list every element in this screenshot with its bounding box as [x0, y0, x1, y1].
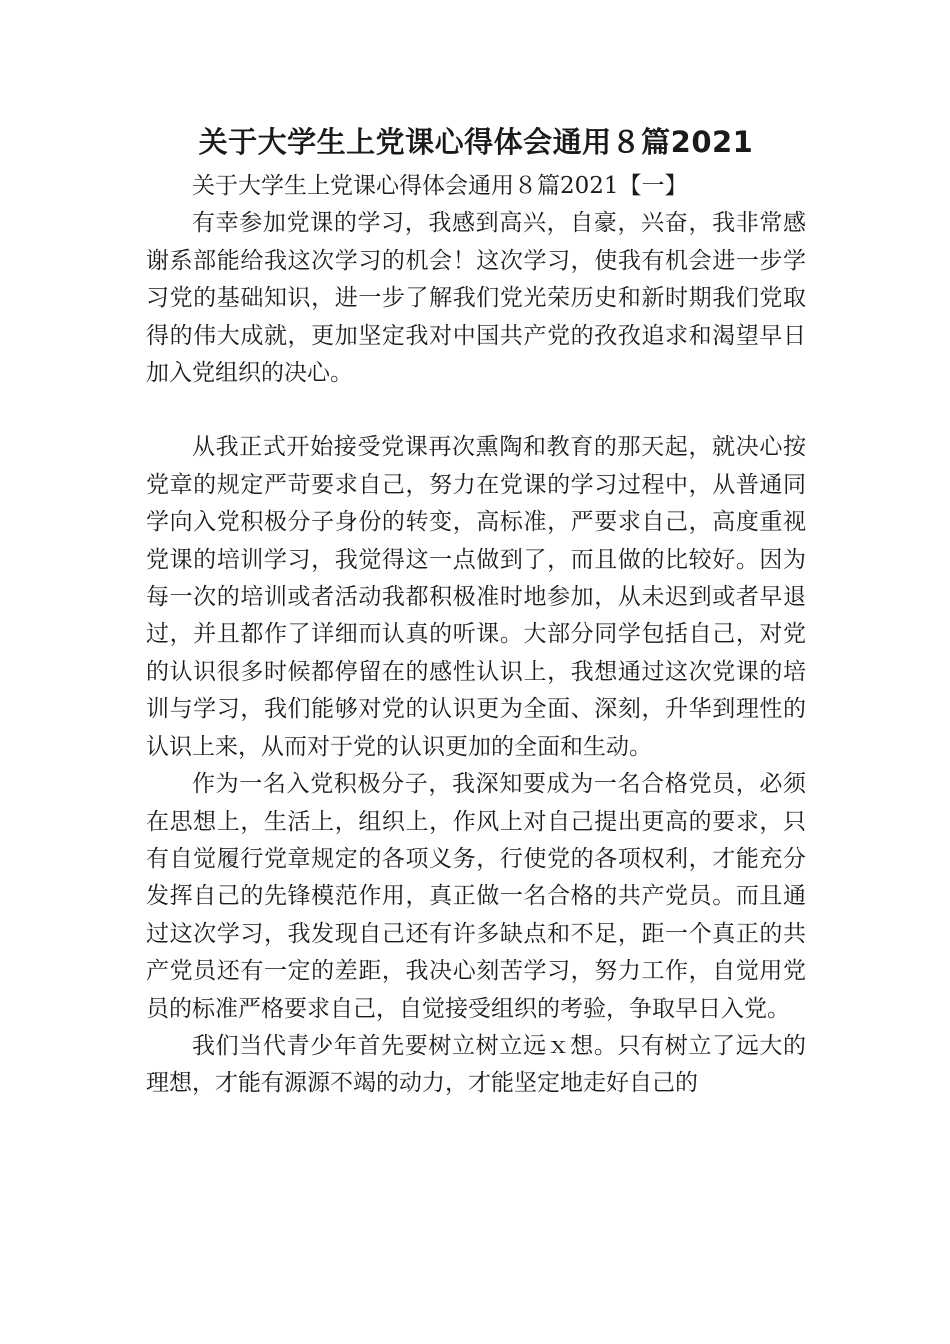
body-paragraph-2: 从我正式开始接受党课再次熏陶和教育的那天起，就决心按党章的规定严苛要求自己，努力在党课的学习过程中，从普通同学向入党积极分子身份的转变，高标准，严要求自己，高度重视党课的培训学习，我觉得这一点做到了，而且做的比较好。因为每一次的培训或者活动我都积极准时地参加，从未迟到或者早退过，并且都作了详细而认真的听课。大部分同学包括自己，对党的认识很多时候都停留在的感性认识上，我想通过这次党课的培训与学习，我们能够对党的认识更为全面、深刻，升华到理性的认识上来，从而对于党的认识更加的全面和生动。 — [146, 434, 806, 760]
section-heading: 关于大学生上党课心得体会通用８篇2021【一】 — [192, 173, 688, 199]
paragraph-spacer — [146, 392, 806, 429]
body-paragraph-3: 作为一名入党积极分子，我深知要成为一名合格党员，必须在思想上，生活上，组织上，作风上对自己提出更高的要求，只有自觉履行党章规定的各项义务，行使党的各项权利，才能充分发挥自己的先锋模范作用，真正做一名合格的共产党员。而且通过这次学习，我发现自己还有许多缺点和不足，距一个真正的共产党员还有一定的差距，我决心刻苦学习，努力工作，自觉用党员的标准严格要求自己，自觉接受组织的考验，争取早日入党。 — [146, 771, 806, 1022]
document-title: 关于大学生上党课心得体会通用８篇2021 — [198, 125, 754, 159]
body-paragraph-1: 有幸参加党课的学习，我感到高兴，自豪，兴奋，我非常感谢系部能给我这次学习的机会！这次学习，使我有机会进一步学习党的基础知识，进一步了解我们党光荣历史和新时期我们党取得的伟大成就，更加坚定我对中国共产党的孜孜追求和渴望早日加入党组织的决心。 — [146, 210, 806, 387]
document-page — [146, 120, 806, 1103]
body-paragraph-4: 我们当代青少年首先要树立树立远ｘ想。只有树立了远大的理想，才能有源源不竭的动力，才能坚定地走好自己的 — [146, 1032, 806, 1097]
